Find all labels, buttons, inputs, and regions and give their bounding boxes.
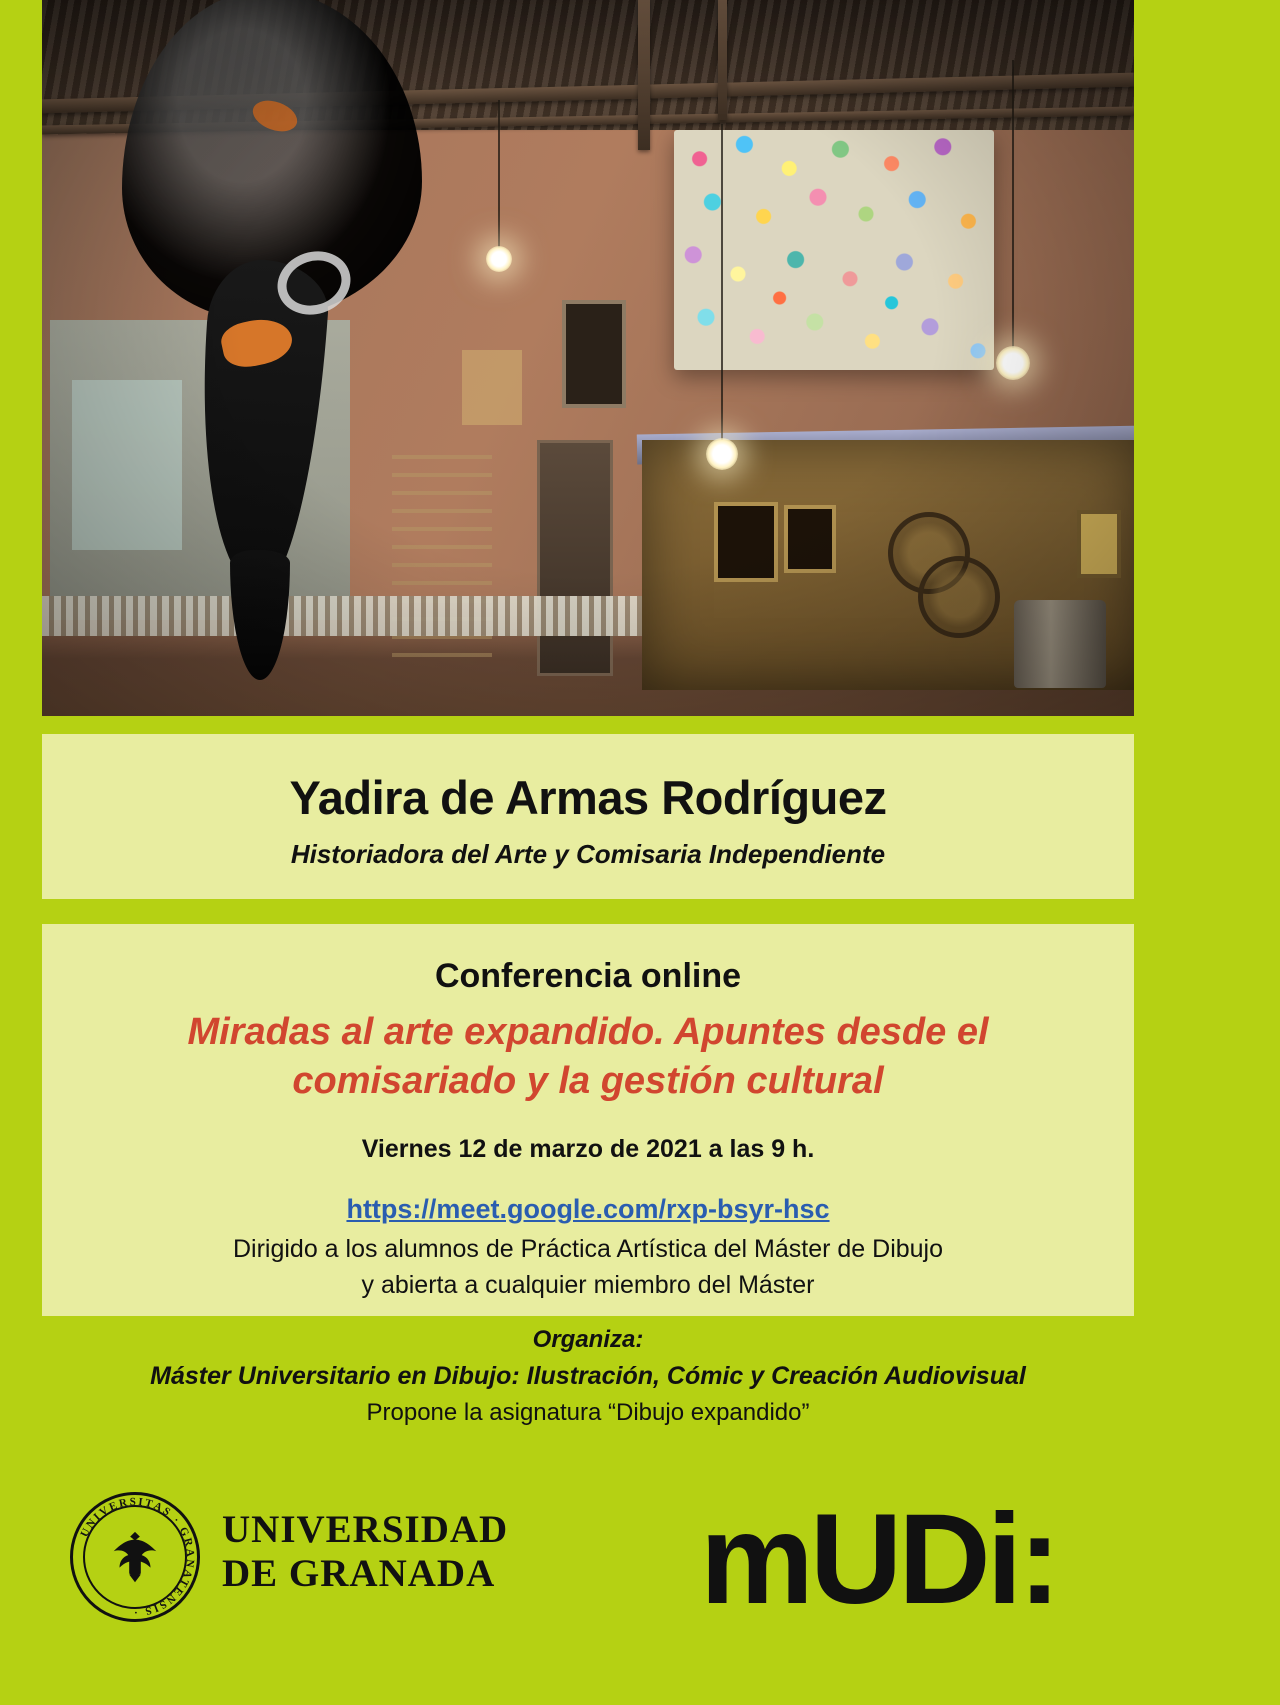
event-panel [42,924,1134,1316]
speaker-panel [42,734,1134,899]
university-line1: UNIVERSIDAD [222,1508,509,1551]
organizer-block [42,1326,1134,1427]
speaker-name: Yadira de Armas Rodríguez [289,771,887,824]
event-type-label: Conferencia online [434,957,742,995]
event-audience-line2: y abierta a cualquier miembro del Máster [361,1271,815,1299]
photo-vignette [42,0,1134,716]
event-title: Miradas al arte expandido. Apuntes desde el comisariado y la gestión cultural [187,1011,989,1102]
ugr-seal-icon [70,1492,200,1622]
organizer-subject: Propone la asignatura “Dibujo expandido” [366,1399,810,1426]
university-wordmark [222,1508,508,1595]
university-line2: DE GRANADA [222,1551,496,1595]
organizer-label: Organiza: [532,1326,644,1353]
meeting-link[interactable]: https://meet.google.com/rxp-bsyr-hsc [346,1194,830,1225]
speaker-role: Historiadora del Arte y Comisaria Independiente [290,839,886,869]
photo-scene [42,0,1134,716]
right-margin-strip [1134,0,1280,1705]
event-photo [42,0,1134,716]
event-audience-line1: Dirigido a los alumnos de Práctica Artística del Máster de Dibujo [232,1235,944,1264]
footer-logos [0,1470,1178,1705]
organizer-name: Máster Universitario en Dibujo: Ilustración, Cómic y Creación Audiovisual [150,1362,1026,1390]
double-eagle-icon [104,1526,166,1588]
event-date: Viernes 12 de marzo de 2021 a las 9 h. [361,1135,815,1164]
mudi-logo: mUDi: [700,1488,1057,1631]
svg-text:UNIVERSITAS · GRANATENSIS ·: UNIVERSITAS · GRANATENSIS · [78,1495,197,1619]
